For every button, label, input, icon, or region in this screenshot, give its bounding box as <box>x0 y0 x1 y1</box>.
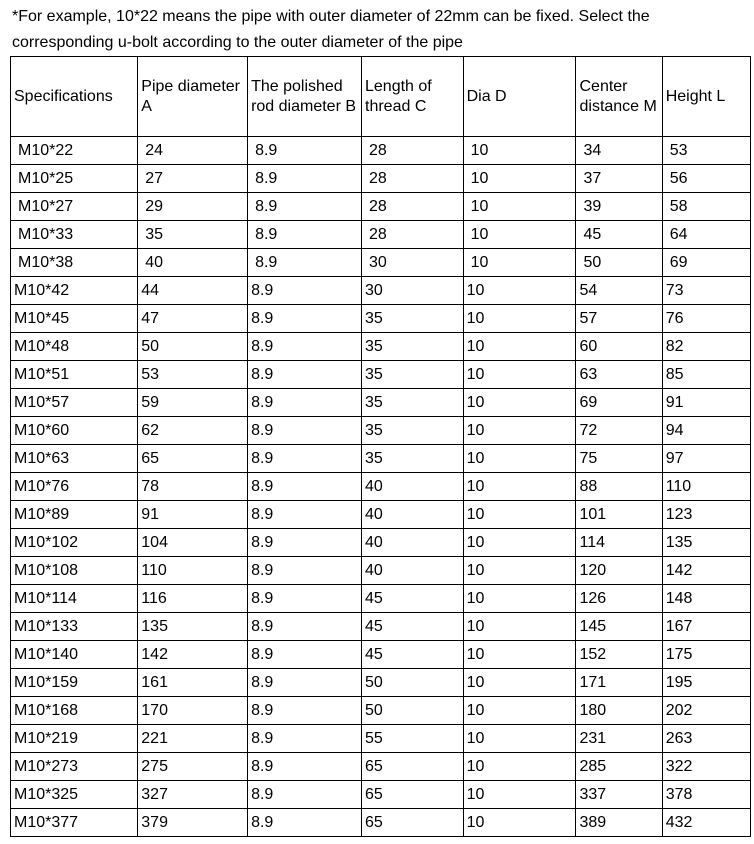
table-cell: 34 <box>576 137 662 165</box>
table-cell: 10 <box>463 753 576 781</box>
table-cell: 378 <box>662 781 750 809</box>
table-cell: 97 <box>662 445 750 473</box>
table-cell: M10*133 <box>11 613 138 641</box>
table-cell: 135 <box>662 529 750 557</box>
table-cell: 327 <box>138 781 248 809</box>
table-row <box>11 781 751 809</box>
table-cell: 56 <box>662 165 750 193</box>
table-cell: 116 <box>138 585 248 613</box>
table-cell: 10 <box>463 137 576 165</box>
table-cell: 10 <box>463 529 576 557</box>
table-cell: 231 <box>576 725 662 753</box>
table-cell: 8.9 <box>248 697 362 725</box>
table-cell: 10 <box>463 501 576 529</box>
table-cell: 40 <box>362 473 464 501</box>
table-row <box>11 165 751 193</box>
table-cell: 161 <box>138 669 248 697</box>
table-cell: 62 <box>138 417 248 445</box>
table-cell: 180 <box>576 697 662 725</box>
table-cell: 8.9 <box>248 389 362 417</box>
table-cell: 39 <box>576 193 662 221</box>
table-cell: 10 <box>463 221 576 249</box>
table-cell: 142 <box>662 557 750 585</box>
table-body <box>11 137 751 837</box>
table-cell: 10 <box>463 389 576 417</box>
table-cell: 8.9 <box>248 725 362 753</box>
table-cell: 8.9 <box>248 165 362 193</box>
table-cell: 72 <box>576 417 662 445</box>
table-cell: 28 <box>362 137 464 165</box>
table-cell: 35 <box>138 221 248 249</box>
table-row <box>11 361 751 389</box>
table-cell: 170 <box>138 697 248 725</box>
table-cell: 263 <box>662 725 750 753</box>
table-cell: 8.9 <box>248 277 362 305</box>
table-cell: 114 <box>576 529 662 557</box>
table-cell: M10*57 <box>11 389 138 417</box>
table-cell: 75 <box>576 445 662 473</box>
table-cell: 8.9 <box>248 809 362 837</box>
table-cell: 135 <box>138 613 248 641</box>
table-cell: 29 <box>138 193 248 221</box>
table-cell: 47 <box>138 305 248 333</box>
intro-note: *For example, 10*22 means the pipe with outer diameter of 22mm can be fixed. Select the corresponding u-bolt according to the outer diameter of the pipe <box>12 8 650 51</box>
table-row <box>11 221 751 249</box>
table-cell: 8.9 <box>248 361 362 389</box>
table-cell: 65 <box>362 781 464 809</box>
table-cell: 50 <box>138 333 248 361</box>
table-cell: 40 <box>362 529 464 557</box>
table-cell: M10*38 <box>11 249 138 277</box>
table-cell: 10 <box>463 361 576 389</box>
table-cell: M10*273 <box>11 753 138 781</box>
table-cell: 8.9 <box>248 641 362 669</box>
table-cell: 50 <box>362 697 464 725</box>
table-cell: 123 <box>662 501 750 529</box>
table-cell: M10*325 <box>11 781 138 809</box>
table-cell: 202 <box>662 697 750 725</box>
table-row <box>11 501 751 529</box>
table-cell: 8.9 <box>248 473 362 501</box>
column-header: Specifications <box>11 57 138 137</box>
table-cell: 30 <box>362 277 464 305</box>
table-header <box>11 57 751 137</box>
table-cell: M10*140 <box>11 641 138 669</box>
table-cell: 10 <box>463 697 576 725</box>
table-cell: M10*25 <box>11 165 138 193</box>
table-cell: M10*219 <box>11 725 138 753</box>
table-cell: 337 <box>576 781 662 809</box>
table-cell: 88 <box>576 473 662 501</box>
table-cell: M10*42 <box>11 277 138 305</box>
table-cell: 55 <box>362 725 464 753</box>
table-cell: 195 <box>662 669 750 697</box>
table-row <box>11 249 751 277</box>
table-cell: 10 <box>463 725 576 753</box>
table-cell: 8.9 <box>248 221 362 249</box>
table-cell: M10*27 <box>11 193 138 221</box>
table-cell: 8.9 <box>248 445 362 473</box>
table-cell: 28 <box>362 221 464 249</box>
table-cell: 8.9 <box>248 669 362 697</box>
table-cell: 35 <box>362 305 464 333</box>
table-cell: 8.9 <box>248 501 362 529</box>
table-cell: 30 <box>362 249 464 277</box>
table-cell: 10 <box>463 781 576 809</box>
header-row <box>11 57 751 137</box>
table-cell: 24 <box>138 137 248 165</box>
table-cell: 58 <box>662 193 750 221</box>
table-cell: 91 <box>138 501 248 529</box>
table-cell: 73 <box>662 277 750 305</box>
table-cell: 65 <box>138 445 248 473</box>
table-cell: 35 <box>362 389 464 417</box>
column-header: Height L <box>662 57 750 137</box>
table-cell: 10 <box>463 193 576 221</box>
table-cell: 379 <box>138 809 248 837</box>
table-cell: 10 <box>463 305 576 333</box>
column-header: Pipe diameter A <box>138 57 248 137</box>
table-cell: 104 <box>138 529 248 557</box>
table-cell: 53 <box>138 361 248 389</box>
table-row <box>11 473 751 501</box>
table-cell: 8.9 <box>248 249 362 277</box>
table-cell: 45 <box>362 613 464 641</box>
table-cell: 126 <box>576 585 662 613</box>
column-header: Length of thread C <box>362 57 464 137</box>
table-cell: 8.9 <box>248 137 362 165</box>
table-row <box>11 557 751 585</box>
table-cell: 53 <box>662 137 750 165</box>
table-cell: 167 <box>662 613 750 641</box>
table-cell: 8.9 <box>248 333 362 361</box>
table-cell: M10*51 <box>11 361 138 389</box>
table-cell: 8.9 <box>248 529 362 557</box>
table-cell: 8.9 <box>248 557 362 585</box>
table-row <box>11 669 751 697</box>
table-cell: 10 <box>463 473 576 501</box>
table-cell: 78 <box>138 473 248 501</box>
table-cell: M10*114 <box>11 585 138 613</box>
table-cell: 8.9 <box>248 753 362 781</box>
table-cell: 10 <box>463 165 576 193</box>
table-cell: 28 <box>362 193 464 221</box>
table-cell: 110 <box>138 557 248 585</box>
table-cell: 44 <box>138 277 248 305</box>
table-cell: 10 <box>463 809 576 837</box>
table-cell: M10*48 <box>11 333 138 361</box>
table-cell: 10 <box>463 641 576 669</box>
table-cell: 8.9 <box>248 613 362 641</box>
table-cell: 45 <box>362 585 464 613</box>
table-cell: 91 <box>662 389 750 417</box>
table-cell: 28 <box>362 165 464 193</box>
table-cell: 110 <box>662 473 750 501</box>
column-header: Center distance M <box>576 57 662 137</box>
table-cell: M10*45 <box>11 305 138 333</box>
column-header: Dia D <box>463 57 576 137</box>
table-cell: 45 <box>576 221 662 249</box>
table-cell: 40 <box>362 501 464 529</box>
table-cell: 175 <box>662 641 750 669</box>
table-cell: 63 <box>576 361 662 389</box>
table-cell: 69 <box>662 249 750 277</box>
table-cell: M10*159 <box>11 669 138 697</box>
table-row <box>11 193 751 221</box>
table-cell: 389 <box>576 809 662 837</box>
table-cell: 82 <box>662 333 750 361</box>
table-cell: 76 <box>662 305 750 333</box>
table-cell: 59 <box>138 389 248 417</box>
table-cell: 35 <box>362 333 464 361</box>
table-row <box>11 137 751 165</box>
table-cell: 37 <box>576 165 662 193</box>
table-cell: 50 <box>362 669 464 697</box>
table-row <box>11 753 751 781</box>
table-row <box>11 445 751 473</box>
table-row <box>11 613 751 641</box>
table-cell: 10 <box>463 557 576 585</box>
table-row <box>11 641 751 669</box>
table-cell: M10*33 <box>11 221 138 249</box>
table-cell: 142 <box>138 641 248 669</box>
table-cell: 10 <box>463 613 576 641</box>
table-cell: 145 <box>576 613 662 641</box>
table-cell: M10*108 <box>11 557 138 585</box>
table-row <box>11 585 751 613</box>
table-cell: 35 <box>362 417 464 445</box>
table-cell: 10 <box>463 277 576 305</box>
table-cell: 101 <box>576 501 662 529</box>
table-cell: M10*377 <box>11 809 138 837</box>
table-row <box>11 725 751 753</box>
table-cell: M10*60 <box>11 417 138 445</box>
table-cell: 171 <box>576 669 662 697</box>
table-cell: 60 <box>576 333 662 361</box>
table-cell: 69 <box>576 389 662 417</box>
table-cell: 432 <box>662 809 750 837</box>
table-row <box>11 333 751 361</box>
table-cell: 8.9 <box>248 585 362 613</box>
table-cell: 50 <box>576 249 662 277</box>
table-cell: 10 <box>463 669 576 697</box>
table-cell: 148 <box>662 585 750 613</box>
table-cell: M10*22 <box>11 137 138 165</box>
table-cell: 322 <box>662 753 750 781</box>
table-cell: 65 <box>362 809 464 837</box>
table-cell: 35 <box>362 361 464 389</box>
table-cell: 27 <box>138 165 248 193</box>
table-cell: 8.9 <box>248 417 362 445</box>
table-cell: 8.9 <box>248 781 362 809</box>
table-cell: 10 <box>463 417 576 445</box>
table-cell: M10*63 <box>11 445 138 473</box>
table-cell: 57 <box>576 305 662 333</box>
table-cell: 221 <box>138 725 248 753</box>
table-cell: 35 <box>362 445 464 473</box>
table-row <box>11 529 751 557</box>
table-cell: 54 <box>576 277 662 305</box>
table-row <box>11 305 751 333</box>
table-row <box>11 389 751 417</box>
table-cell: 64 <box>662 221 750 249</box>
table-row <box>11 277 751 305</box>
table-row <box>11 417 751 445</box>
table-cell: 10 <box>463 333 576 361</box>
table-cell: 8.9 <box>248 305 362 333</box>
table-cell: 152 <box>576 641 662 669</box>
table-cell: 275 <box>138 753 248 781</box>
table-cell: 10 <box>463 585 576 613</box>
table-cell: 85 <box>662 361 750 389</box>
table-cell: 65 <box>362 753 464 781</box>
table-cell: M10*102 <box>11 529 138 557</box>
table-cell: 285 <box>576 753 662 781</box>
table-cell: M10*89 <box>11 501 138 529</box>
table-row <box>11 809 751 837</box>
table-cell: M10*76 <box>11 473 138 501</box>
column-header: The polished rod diameter B <box>248 57 362 137</box>
table-row <box>11 697 751 725</box>
table-cell: 40 <box>138 249 248 277</box>
table-cell: 10 <box>463 445 576 473</box>
table-cell: 10 <box>463 249 576 277</box>
table-cell: 120 <box>576 557 662 585</box>
table-cell: 45 <box>362 641 464 669</box>
table-cell: 8.9 <box>248 193 362 221</box>
table-cell: 94 <box>662 417 750 445</box>
table-cell: M10*168 <box>11 697 138 725</box>
u-bolt-spec-table <box>10 56 751 837</box>
table-cell: 40 <box>362 557 464 585</box>
